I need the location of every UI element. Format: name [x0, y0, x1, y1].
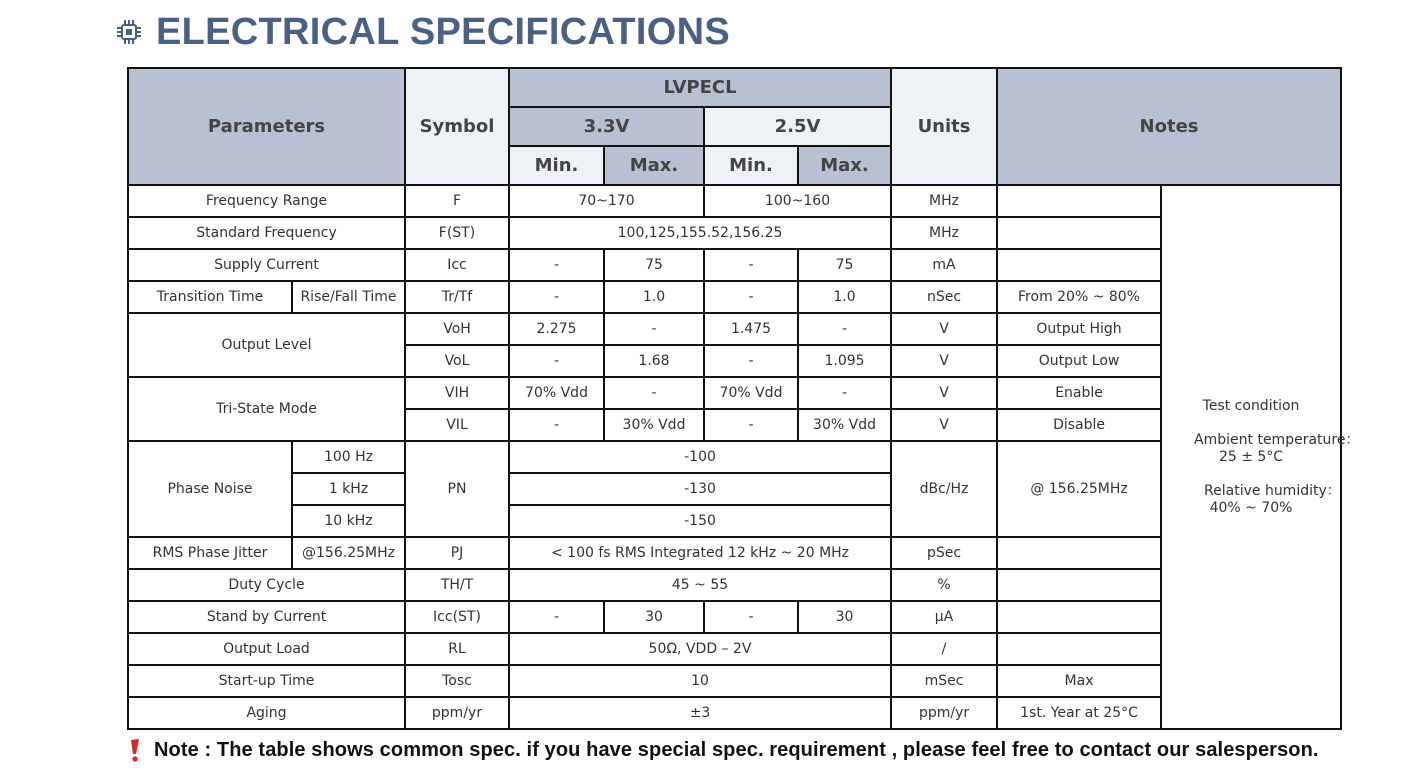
value-cell: 70% Vdd [509, 377, 604, 409]
symbol-cell: Tr/Tf [405, 281, 509, 313]
value-cell: - [509, 345, 604, 377]
note-cell: 1st. Year at 25°C [997, 697, 1161, 729]
symbol-cell: RL [405, 633, 509, 665]
page-header [116, 10, 730, 54]
value-cell: 50Ω, VDD – 2V [509, 633, 891, 665]
header-notes: Notes [997, 68, 1341, 185]
value-cell: 30% Vdd [798, 409, 891, 441]
param-cell: Duty Cycle [128, 569, 405, 601]
note-cell [997, 249, 1161, 281]
value-cell: - [704, 345, 798, 377]
value-cell: 100,125,155.52,156.25 [509, 217, 891, 249]
value-cell: 70~170 [509, 185, 704, 217]
table-row [128, 697, 1341, 729]
symbol-cell: TH/T [405, 569, 509, 601]
value-cell: -100 [509, 441, 891, 473]
header-3v3: 3.3V [509, 107, 704, 146]
value-cell: - [604, 377, 704, 409]
ambient-label: Ambient temperature： [1194, 431, 1360, 448]
value-cell: 1.0 [604, 281, 704, 313]
header-max-2v5: Max. [798, 146, 891, 185]
ambient-value: 25 ± 5°C [1218, 448, 1284, 465]
table-row [128, 633, 1341, 665]
symbol-cell: VoL [405, 345, 509, 377]
spec-table [127, 67, 1360, 730]
test-condition-cell [1161, 185, 1360, 729]
param-cell: RMS Phase Jitter [128, 537, 292, 569]
value-cell: 70% Vdd [704, 377, 798, 409]
value-cell: -130 [509, 473, 891, 505]
value-cell: 75 [798, 249, 891, 281]
table-row [128, 441, 1341, 473]
note-cell [997, 601, 1161, 633]
footer-note-text: Note : The table shows common spec. if you have special spec. requirement , please feel free to contact our salesperson. [154, 738, 1319, 761]
units-cell: V [891, 313, 997, 345]
symbol-cell: Icc(ST) [405, 601, 509, 633]
value-cell: 1.095 [798, 345, 891, 377]
value-cell: ±3 [509, 697, 891, 729]
param-cell: Output Level [128, 313, 405, 377]
param-cell: Standard Frequency [128, 217, 405, 249]
symbol-cell: F(ST) [405, 217, 509, 249]
header-parameters: Parameters [128, 68, 405, 185]
units-cell: mA [891, 249, 997, 281]
units-cell: % [891, 569, 997, 601]
header-min-2v5: Min. [704, 146, 798, 185]
note-cell [997, 633, 1161, 665]
value-cell: 30 [798, 601, 891, 633]
value-cell: 100~160 [704, 185, 891, 217]
exclamation-icon [128, 737, 142, 763]
value-cell: 1.68 [604, 345, 704, 377]
units-cell: V [891, 377, 997, 409]
page-title: ELECTRICAL SPECIFICATIONS [156, 11, 731, 53]
subparam-cell: 10 kHz [292, 505, 405, 537]
note-cell [997, 569, 1161, 601]
header-units: Units [891, 68, 997, 185]
table-row [128, 569, 1341, 601]
param-cell: Transition Time [128, 281, 292, 313]
param-cell: Tri-State Mode [128, 377, 405, 441]
units-cell: ppm/yr [891, 697, 997, 729]
value-cell: - [798, 313, 891, 345]
header-symbol: Symbol [405, 68, 509, 185]
units-cell: µA [891, 601, 997, 633]
test-condition-heading: Test condition [1202, 397, 1300, 414]
header-2v5: 2.5V [704, 107, 891, 146]
value-cell: - [704, 601, 798, 633]
units-cell: MHz [891, 185, 997, 217]
symbol-cell: Icc [405, 249, 509, 281]
note-cell: From 20% ~ 80% [997, 281, 1161, 313]
value-cell: - [509, 249, 604, 281]
note-cell: Enable [997, 377, 1161, 409]
param-cell: Stand by Current [128, 601, 405, 633]
param-cell: Frequency Range [128, 185, 405, 217]
note-cell: Output Low [997, 345, 1161, 377]
subparam-cell: 100 Hz [292, 441, 405, 473]
param-cell: Aging [128, 697, 405, 729]
table-row [128, 185, 1341, 217]
note-cell: Disable [997, 409, 1161, 441]
value-cell: 45 ~ 55 [509, 569, 891, 601]
value-cell: -150 [509, 505, 891, 537]
note-cell: @ 156.25MHz [997, 441, 1161, 537]
table-row [128, 249, 1341, 281]
param-cell: Supply Current [128, 249, 405, 281]
units-cell: nSec [891, 281, 997, 313]
symbol-cell: PN [405, 441, 509, 537]
units-cell: dBc/Hz [891, 441, 997, 537]
value-cell: 30% Vdd [604, 409, 704, 441]
table-row [128, 377, 1341, 409]
units-cell: mSec [891, 665, 997, 697]
units-cell: pSec [891, 537, 997, 569]
note-cell [997, 185, 1161, 217]
note-cell: Max [997, 665, 1161, 697]
symbol-cell: Tosc [405, 665, 509, 697]
param-cell: Phase Noise [128, 441, 292, 537]
value-cell: 2.275 [509, 313, 604, 345]
header-max-3v3: Max. [604, 146, 704, 185]
value-cell: 30 [604, 601, 704, 633]
subparam-cell: Rise/Fall Time [292, 281, 405, 313]
table-row [128, 537, 1341, 569]
table-row [128, 313, 1341, 345]
units-cell: V [891, 409, 997, 441]
value-cell: - [509, 281, 604, 313]
symbol-cell: VIL [405, 409, 509, 441]
param-cell: Start-up Time [128, 665, 405, 697]
symbol-cell: VoH [405, 313, 509, 345]
units-cell: / [891, 633, 997, 665]
header-min-3v3: Min. [509, 146, 604, 185]
value-cell: - [704, 409, 798, 441]
chip-icon [116, 19, 142, 45]
value-cell: - [604, 313, 704, 345]
param-cell: Output Load [128, 633, 405, 665]
note-cell [997, 217, 1161, 249]
humidity-value: 40% ~ 70% [1209, 499, 1293, 516]
value-cell: - [509, 409, 604, 441]
table-row [128, 281, 1341, 313]
humidity-label: Relative humidity： [1204, 482, 1341, 499]
value-cell: < 100 fs RMS Integrated 12 kHz ~ 20 MHz [509, 537, 891, 569]
value-cell: 75 [604, 249, 704, 281]
symbol-cell: F [405, 185, 509, 217]
table-row [128, 601, 1341, 633]
symbol-cell: VIH [405, 377, 509, 409]
symbol-cell: PJ [405, 537, 509, 569]
note-cell: Output High [997, 313, 1161, 345]
value-cell: - [704, 249, 798, 281]
units-cell: MHz [891, 217, 997, 249]
value-cell: - [798, 377, 891, 409]
value-cell: 1.0 [798, 281, 891, 313]
table-row [128, 217, 1341, 249]
table-row [128, 665, 1341, 697]
value-cell: - [509, 601, 604, 633]
footer-note [128, 736, 1319, 764]
symbol-cell: ppm/yr [405, 697, 509, 729]
subparam-cell: @156.25MHz [292, 537, 405, 569]
header-lvpecl: LVPECL [509, 68, 891, 107]
value-cell: 1.475 [704, 313, 798, 345]
subparam-cell: 1 kHz [292, 473, 405, 505]
units-cell: V [891, 345, 997, 377]
note-cell [997, 537, 1161, 569]
value-cell: 10 [509, 665, 891, 697]
value-cell: - [704, 281, 798, 313]
